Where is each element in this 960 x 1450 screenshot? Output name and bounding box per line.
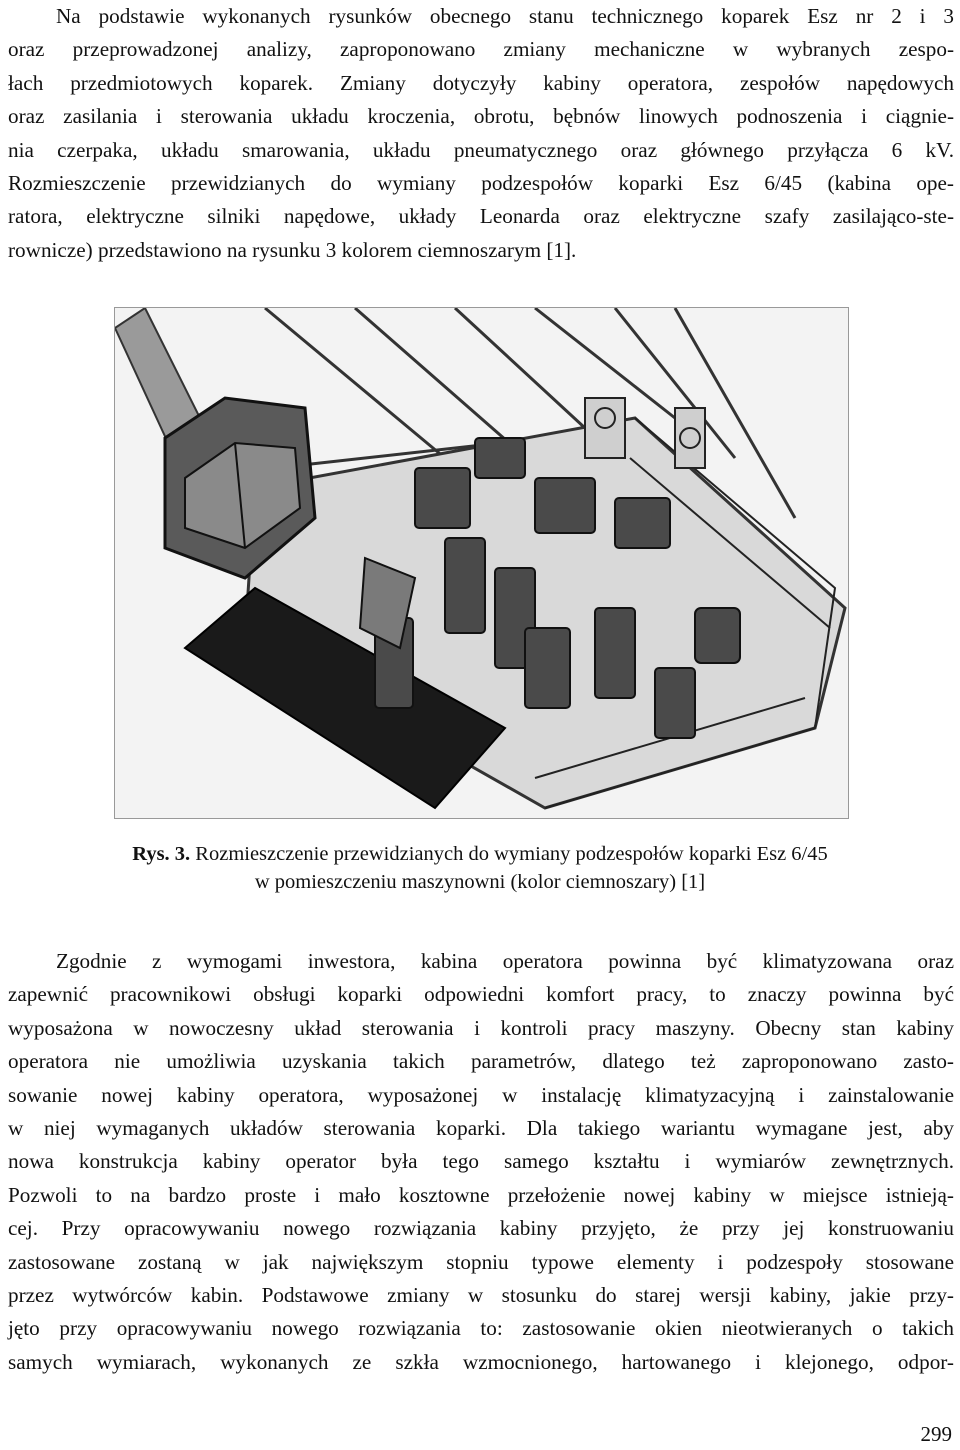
text-line: Rozmieszczenie przewidzianych do wymiany podzespołów koparki Esz 6/45 (kabina ope- <box>8 171 954 196</box>
text-line: zapewnić pracownikowi obsługi koparki odpowiedni komfort pracy, to znaczy powinna być <box>8 982 954 1007</box>
text-line: nowa konstrukcja kabiny operator była tego samego kształtu i wymiarów zewnętrznych. <box>8 1149 954 1174</box>
text-line: rownicze) przedstawiono na rysunku 3 kolorem ciemnoszarym [1]. <box>8 237 577 262</box>
text-line: cej. Przy opracowywaniu nowego rozwiązania kabiny przyjęto, że przy jej konstruowaniu <box>8 1216 954 1241</box>
caption-line-1 <box>0 840 960 868</box>
text-line: w niej wymaganych układów sterowania koparki. Dla takiego wariantu wymagane jest, aby <box>8 1116 954 1141</box>
text-line: oraz przeprowadzonej analizy, zaproponowano zmiany mechaniczne w wybranych zespo- <box>8 37 954 62</box>
text-line: jęto przy opracowywaniu nowego rozwiązania to: zastosowanie okien nieotwieranych o takich <box>8 1316 954 1341</box>
text-line: oraz zasilania i sterowania układu kroczenia, obrotu, bębnów linowych podnoszenia i ciągnie- <box>8 104 954 129</box>
text-line: operatora nie umożliwia uzyskania takich parametrów, dlatego też zaproponowano zasto- <box>8 1049 954 1074</box>
text-line: ratora, elektryczne silniki napędowe, układy Leonarda oraz elektryczne szafy zasilająco-ste- <box>8 204 954 229</box>
paragraph-intro <box>8 0 954 267</box>
paragraph-cabin <box>8 945 954 1379</box>
text-line: Na podstawie wykonanych rysunków obecnego stanu technicznego koparek Esz nr 2 i 3 <box>56 4 954 28</box>
text-line: zastosowane zostaną w jak największym stopniu typowe elementy i podzespoły stosowane <box>8 1249 954 1274</box>
caption-text-1: Rozmieszczenie przewidzianych do wymiany podzespołów koparki Esz 6/45 <box>195 843 828 865</box>
text-line: sowanie nowej kabiny operatora, wyposażonej w instalację klimatyzacyjną i zainstalowanie <box>8 1082 954 1107</box>
page-number: 299 <box>920 1422 952 1446</box>
caption-line-2: w pomieszczeniu maszynowni (kolor ciemnoszary) [1] <box>254 871 706 893</box>
excavator-drawing <box>115 308 848 818</box>
text-line: nia czerpaka, układu smarowania, układu pneumatycznego oraz głównego przyłącza 6 kV. <box>8 137 954 162</box>
text-line: samych wymiarach, wykonanych ze szkła wzmocnionego, hartowanego i klejonego, odpor- <box>8 1349 954 1374</box>
text-line: łach przedmiotowych koparek. Zmiany dotyczyły kabiny operatora, zespołów napędowych <box>8 70 954 95</box>
text-line: Pozwoli to na bardzo proste i mało kosztowne przełożenie nowej kabiny w miejsce istnieją- <box>8 1182 954 1207</box>
excavator-figure <box>114 307 849 819</box>
text-line: przez wytwórców kabin. Podstawowe zmiany w stosunku do starej wersji kabiny, jakie przy- <box>8 1283 954 1308</box>
text-line: Zgodnie z wymogami inwestora, kabina operatora powinna być klimatyzowana oraz <box>56 949 954 973</box>
text-line: wyposażona w nowoczesny układ sterowania i kontroli pracy maszyny. Obecny stan kabiny <box>8 1015 954 1040</box>
figure-label: Rys. 3. <box>132 843 191 865</box>
figure-caption <box>0 840 960 896</box>
